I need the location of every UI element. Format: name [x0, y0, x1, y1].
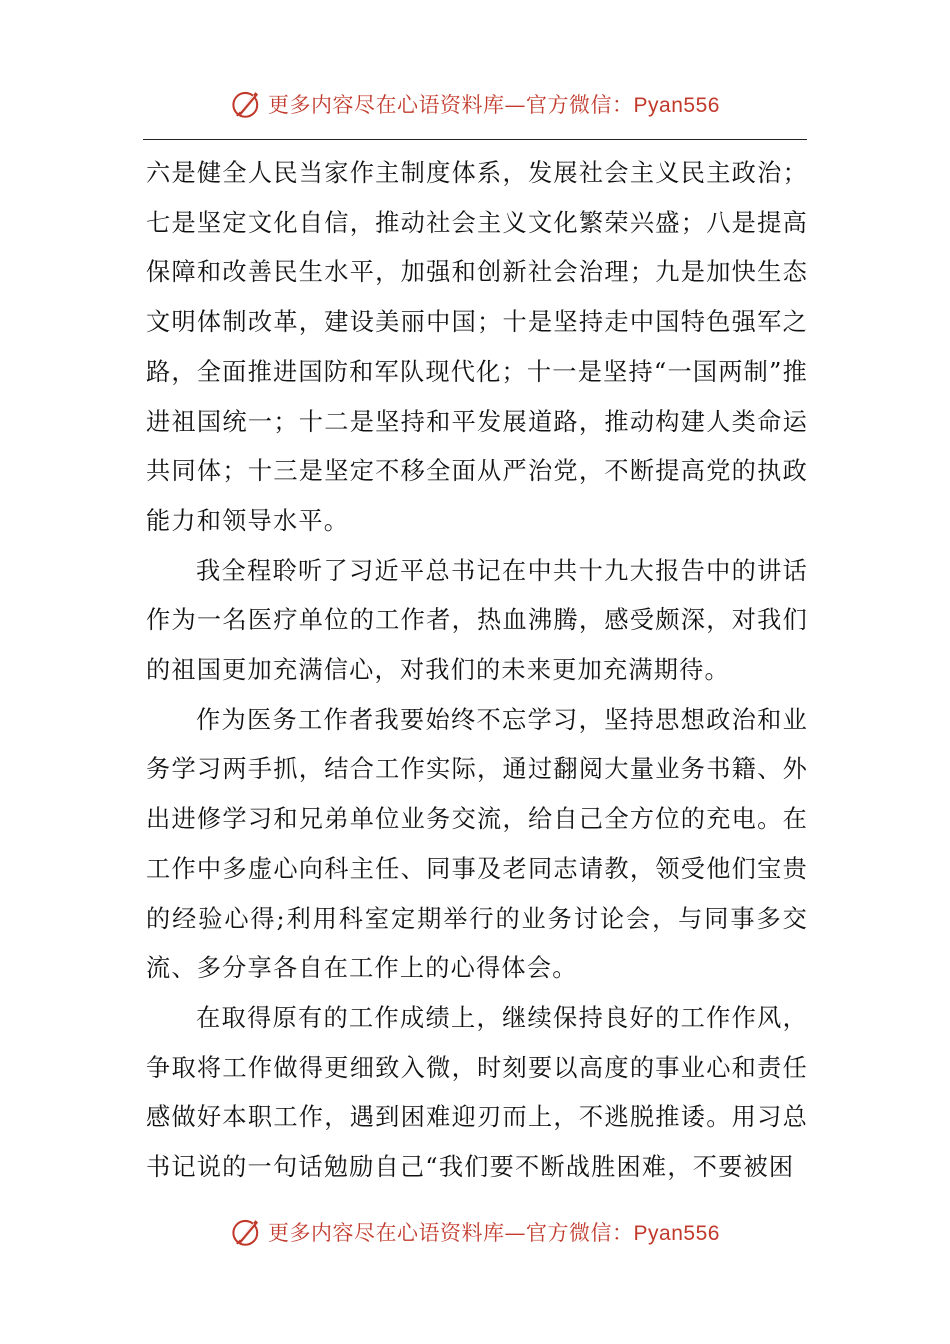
footer-banner-official: 官方微信：: [526, 1221, 634, 1245]
paragraph-1: 六是健全人民当家作主制度体系，发展社会主义民主政治；七是坚定文化自信，推动社会主义文化繁荣兴盛；八是提高保障和改善民生水平，加强和创新社会治理；九是加快生态文明体制改革，建设美丽中国；十是坚持走中国特色强军之路，全面推进国防和军队现代化；十一是坚持“一国两制”推进祖国统一；十二是坚持和平发展道路，推动构建人类命运共同体；十三是坚定不移全面从严治党，不断提高党的执政能力和领导水平。: [146, 159, 808, 535]
header-banner-main: 更多内容尽在心语资料库: [268, 93, 505, 117]
header-divider: [143, 139, 807, 140]
footer-banner-dash: —: [504, 1221, 527, 1245]
footer-banner-main: 更多内容尽在心语资料库: [268, 1221, 505, 1245]
footer-banner-id: Pyan556: [633, 1222, 720, 1245]
header-banner-text: [268, 89, 720, 119]
quill-logo-icon: [230, 1215, 264, 1249]
quill-logo-icon: [230, 87, 264, 121]
paragraph-2: 我全程聆听了习近平总书记在中共十九大报告中的讲话作为一名医疗单位的工作者，热血沸腾，感受颇深，对我们的祖国更加充满信心，对我们的未来更加充满期待。: [146, 556, 808, 685]
paragraph-4: 在取得原有的工作成绩上，继续保持良好的工作作风，争取将工作做得更细致入微，时刻要以高度的事业心和责任感做好本职工作，遇到困难迎刃而上，不逃脱推诿。用习总书记说的一句话勉励自己“我们要不断战胜困难，不要被困: [146, 1003, 808, 1182]
footer-banner-text: [268, 1217, 720, 1247]
header-banner-dash: —: [504, 93, 527, 117]
header-banner-official: 官方微信：: [526, 93, 634, 117]
paragraph-3: 作为医务工作者我要始终不忘学习，坚持思想政治和业务学习两手抓，结合工作实际，通过翻阅大量业务书籍、外出进修学习和兄弟单位业务交流，给自己全方位的充电。在工作中多虚心向科主任、同事及老同志请教，领受他们宝贵的经验心得;利用科室定期举行的业务讨论会，与同事多交流、多分享各自在工作上的心得体会。: [146, 705, 808, 983]
header-banner-id: Pyan556: [633, 94, 720, 117]
document-body: [146, 149, 808, 1193]
footer-banner: [0, 1212, 950, 1252]
header-banner: [0, 84, 950, 124]
